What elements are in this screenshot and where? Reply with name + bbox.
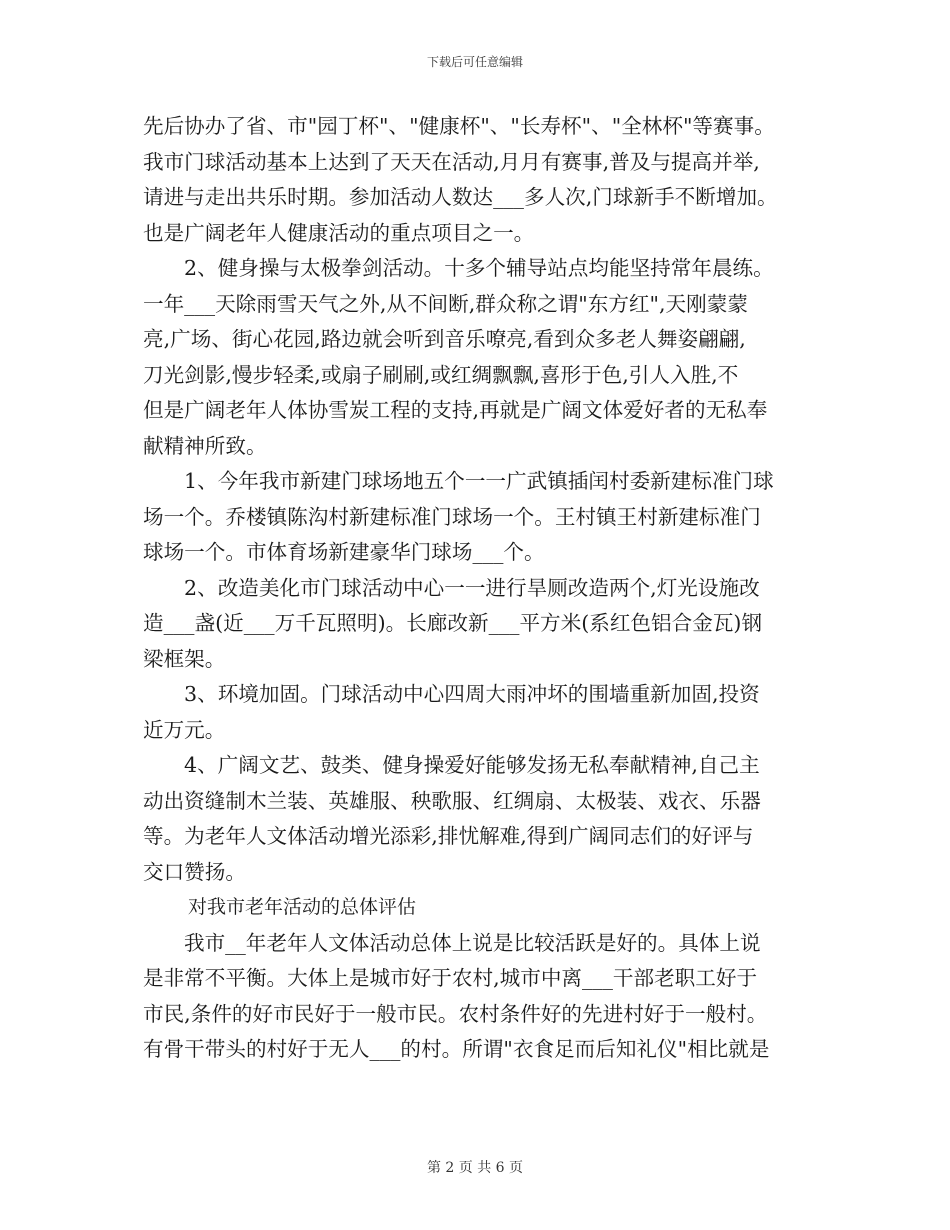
text-line: 也是广阔老年人健康活动的重点项目之一。: [143, 220, 535, 245]
text-line: 造___盏(近___万千瓦照明)。长廊改新___平方米(系红色铝合金瓦)钢: [143, 611, 763, 635]
section-heading: [143, 890, 807, 926]
text-line: 近万元。: [143, 717, 226, 742]
text-line: 亮,广场、街心花园,路边就会听到音乐嘹亮,看到众多老人舞姿翩翩,: [143, 327, 746, 351]
text-line: 献精神所致。: [143, 433, 267, 458]
text-line: 梁框架。: [143, 646, 226, 671]
text-line: 我市门球活动基本上达到了天天在活动,月月有赛事,普及与提高并举,: [143, 149, 760, 174]
text-line: 先后协办了省、市"园丁杯"、"健康杯"、"长寿杯"、"全林杯"等赛事。: [143, 114, 775, 138]
paragraph-6: [143, 748, 807, 890]
text-line: 动出资缝制木兰装、英雄服、秧歌服、红绸扇、太极装、戏衣、乐器: [143, 788, 761, 813]
paragraph-5: [143, 677, 807, 748]
section-heading-text: 对我市老年活动的总体评估: [188, 896, 417, 918]
text-line: 交口赞扬。: [143, 859, 246, 884]
paragraph-3: [143, 464, 807, 571]
text-line: 市民,条件的好市民好于一般市民。农村条件好的先进村好于一般村。: [143, 1001, 768, 1026]
document-body: [143, 109, 807, 1068]
text-line: 刀光剑影,慢步轻柔,或扇子刷刷,或红绸飘飘,喜形于色,引人入胜,不: [143, 362, 739, 387]
text-line: 我市__年老年人文体活动总体上说是比较活跃是好的。具体上说: [184, 930, 761, 955]
page-header: 下载后可任意编辑: [426, 55, 523, 69]
paragraph-4: [143, 571, 807, 678]
text-line: 2、健身操与太极拳剑活动。十多个辅导站点均能坚持常年晨练。: [184, 256, 774, 280]
text-line: 等。为老年人文体活动增光添彩,排忧解难,得到广阔同志们的好评与: [143, 824, 754, 848]
text-line: 请进与走出共乐时期。参加活动人数达___多人次,门球新手不断增加。: [143, 185, 778, 209]
text-line: 但是广阔老年人体协雪炭工程的支持,再就是广阔文体爱好者的无私奉: [143, 398, 768, 422]
paragraph-2: [143, 251, 807, 464]
page-footer: 第 2 页 共 6 页: [426, 1160, 524, 1176]
text-line: 3、环境加固。门球活动中心四周大雨冲坏的围墙重新加固,投资: [184, 682, 760, 706]
paragraph-1: [143, 109, 807, 251]
paragraph-7: [143, 926, 807, 1068]
text-line: 一年___天除雨雪天气之外,从不间断,群众称之谓"东方红",天刚蒙蒙: [143, 291, 748, 316]
text-line: 球场一个。市体育场新建豪华门球场___个。: [143, 540, 545, 564]
text-line: 4、广阔文艺、鼓类、健身操爱好能够发扬无私奉献精神,自己主: [184, 753, 760, 777]
text-line: 是非常不平衡。大体上是城市好于农村,城市中离___干部老职工好于: [143, 966, 758, 990]
text-line: 场一个。乔楼镇陈沟村新建标准门球场一个。王村镇王村新建标准门: [143, 504, 761, 529]
text-line: 1、今年我市新建门球场地五个一一广武镇插闰村委新建标准门球: [184, 469, 774, 493]
text-line: 有骨干带头的村好于无人___的村。所谓"衣食足而后知礼仪"相比就是: [143, 1037, 770, 1061]
text-line: 2、改造美化市门球活动中心一一进行旱厕改造两个,灯光设施改: [184, 575, 760, 600]
